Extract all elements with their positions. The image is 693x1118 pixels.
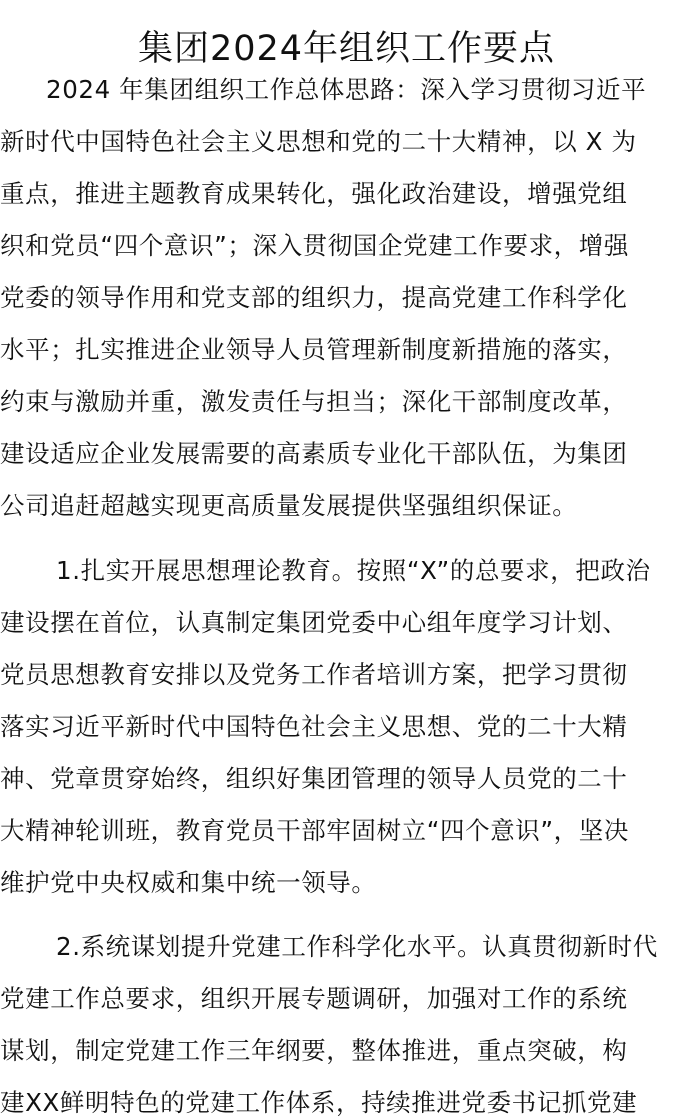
paragraph-line: 2024 年集团组织工作总体思路：深入学习贯彻习近平 xyxy=(46,75,647,104)
paragraph-line: 落实习近平新时代中国特色社会主义思想、党的二十大精 xyxy=(0,712,628,741)
paragraph-line: 2.系统谋划提升党建工作科学化水平。认真贯彻新时代 xyxy=(56,932,658,961)
paragraph-line: 织和党员“四个意识”；深入贯彻国企党建工作要求，增强 xyxy=(0,231,629,260)
paragraph-line: 重点，推进主题教育成果转化，强化政治建设，增强党组 xyxy=(0,179,628,208)
paragraph-line: 党员思想教育安排以及党务工作者培训方案，把学习贯彻 xyxy=(0,660,628,689)
paragraph-line-partial: 建XX鲜明特色的党建工作体系，持续推进党委书记抓党建 xyxy=(0,1088,638,1117)
paragraph-line: 水平；扎实推进企业领导人员管理新制度新措施的落实， xyxy=(0,335,628,364)
paragraph-line: 新时代中国特色社会主义思想和党的二十大精神，以 X 为 xyxy=(0,127,637,156)
paragraph-line: 约束与激励并重，激发责任与担当；深化干部制度改革， xyxy=(0,387,628,416)
paragraph-line: 大精神轮训班，教育党员干部牢固树立“四个意识”，坚决 xyxy=(0,816,629,845)
paragraph-line: 1.扎实开展思想理论教育。按照“X”的总要求，把政治 xyxy=(56,556,651,585)
paragraph-line: 党委的领导作用和党支部的组织力，提高党建工作科学化 xyxy=(0,283,628,312)
paragraph-line: 维护党中央权威和集中统一领导。 xyxy=(0,868,377,897)
paragraph-line: 谋划，制定党建工作三年纲要，整体推进，重点突破，构 xyxy=(0,1036,628,1065)
paragraph-line: 神、党章贯穿始终，组织好集团管理的领导人员党的二十 xyxy=(0,764,628,793)
document-title: 集团2024年组织工作要点 xyxy=(137,29,556,70)
paragraph-line: 公司追赶超越实现更高质量发展提供坚强组织保证。 xyxy=(0,491,578,520)
paragraph-line: 建设摆在首位，认真制定集团党委中心组年度学习计划、 xyxy=(0,608,628,637)
paragraph-line: 建设适应企业发展需要的高素质专业化干部队伍，为集团 xyxy=(0,439,628,468)
paragraph-line: 党建工作总要求，组织开展专题调研，加强对工作的系统 xyxy=(0,984,628,1013)
